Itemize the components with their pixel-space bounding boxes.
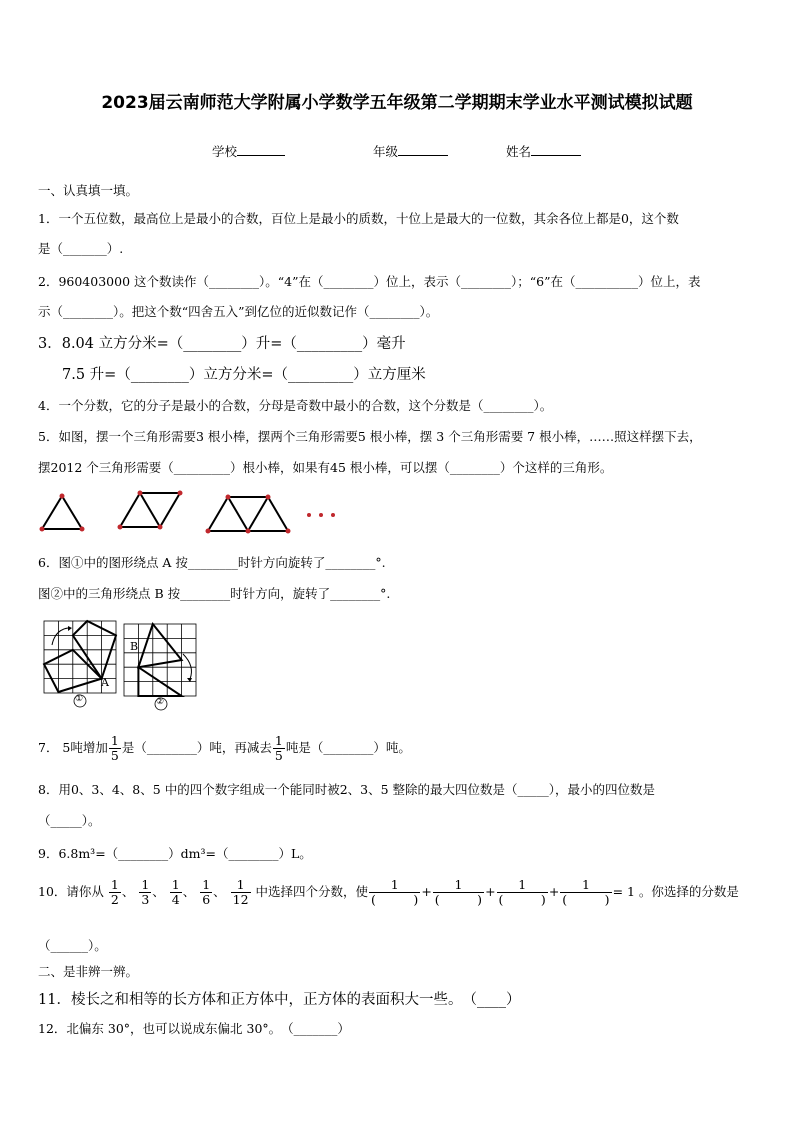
figure-2-label: ② [156, 697, 165, 707]
q10-line1: 10．请你从 $\frac{1}{2}$ 、 $\frac{1}{3}$ 、 $\frac{1}{4}$ 、 $\frac{1}{6}$ 、 $\frac{1}{12}$ 中选择四个分数，使 $\frac{1}{( )}$ + $\frac{1}{( )}$ + $\frac{1}{( )}$ + $\frac{1}{( )}$ = 1 。你选择的分数是 [38, 877, 739, 907]
q3-line1: 3．8.04 立方分米=（________）升=（_________）毫升 [38, 336, 406, 352]
q2-line2: 示（________）。把这个数“四舍五入”到亿位的近似数记作（________）。 [38, 304, 439, 319]
school-label: 学校 [212, 144, 238, 159]
q5-line1: 5．如图，摆一个三角形需要3 根小棒，摆两个三角形需要5 根小棒，摆 3 个三角形需要 7 根小棒，……照这样摆下去， [38, 429, 702, 444]
blank-fraction[interactable]: $\frac{1}{( )}$ [371, 877, 419, 907]
q10-line2: （______）。 [38, 938, 107, 953]
grade-label: 年级 [373, 144, 399, 159]
q8-line1: 8．用0、3、4、8、5 中的四个数字组成一个能同时被2、3、5 整除的最大四位数是（_____），最小的四位数是 [38, 782, 656, 797]
section-2-heading: 二、是非辨一辨。 [38, 964, 139, 979]
q8-line2: （_____）。 [38, 813, 101, 828]
q1-line2: 是（_______）. [38, 241, 124, 256]
blank-fraction[interactable]: $\frac{1}{( )}$ [434, 877, 483, 907]
q5-line2: 摆2012 个三角形需要（_________）根小棒，如果有45 根小棒，可以摆（________）个这样的三角形。 [38, 460, 613, 475]
point-b-label: B [130, 640, 139, 653]
q7: 7． 5吨增加 $\frac{1}{5}$ 是（________）吨，再减去 $\frac{1}{5}$ 吨是（________）吨。 [38, 733, 411, 763]
blank-fraction[interactable]: $\frac{1}{( )}$ [562, 877, 610, 907]
point-a-label: A [101, 676, 109, 689]
q3-line2: 7.5 升=（________）立方分米=（_________）立方厘米 [62, 367, 426, 383]
q6-line1: 6．图①中的图形绕点 A 按________时针方向旋转了________°. [38, 555, 386, 570]
page-title: 2023届云南师范大学附属小学数学五年级第二学期期末学业水平测试模拟试题 [101, 93, 693, 113]
blank-fraction[interactable]: $\frac{1}{( )}$ [498, 877, 546, 907]
q11: 11．棱长之和相等的长方体和正方体中，正方体的表面积大一些。 （____） [38, 992, 521, 1008]
q1-line1: 1．一个五位数，最高位上是最小的合数，百位上是最小的质数，十位上是最大的一位数，其余各位上都是0，这个数 [38, 211, 679, 226]
name-label: 姓名 [506, 144, 532, 159]
fraction-one-fifth: $\frac{1}{5}$ [110, 733, 119, 763]
q9: 9．6.8m³=（________）dm³=（________）L。 [38, 846, 312, 861]
q6-line2: 图②中的三角形绕点 B 按________时针方向，旋转了________°. [38, 586, 391, 601]
q4: 4．一个分数，它的分子是最小的合数，分母是奇数中最小的合数，这个分数是（________）。 [38, 398, 553, 413]
q12: 12．北偏东 30°，也可以说成东偏北 30°。 （_______） [38, 1021, 350, 1036]
q2-line1: 2．960403000 这个数读作（________）。“4”在（________）位上，表示（________）；“6”在（__________）位上，表 [38, 274, 701, 289]
fraction-one-fifth: $\frac{1}{5}$ [274, 733, 283, 763]
section-1-heading: 一、认真填一填。 [38, 183, 139, 198]
figure-1-label: ① [75, 694, 84, 704]
